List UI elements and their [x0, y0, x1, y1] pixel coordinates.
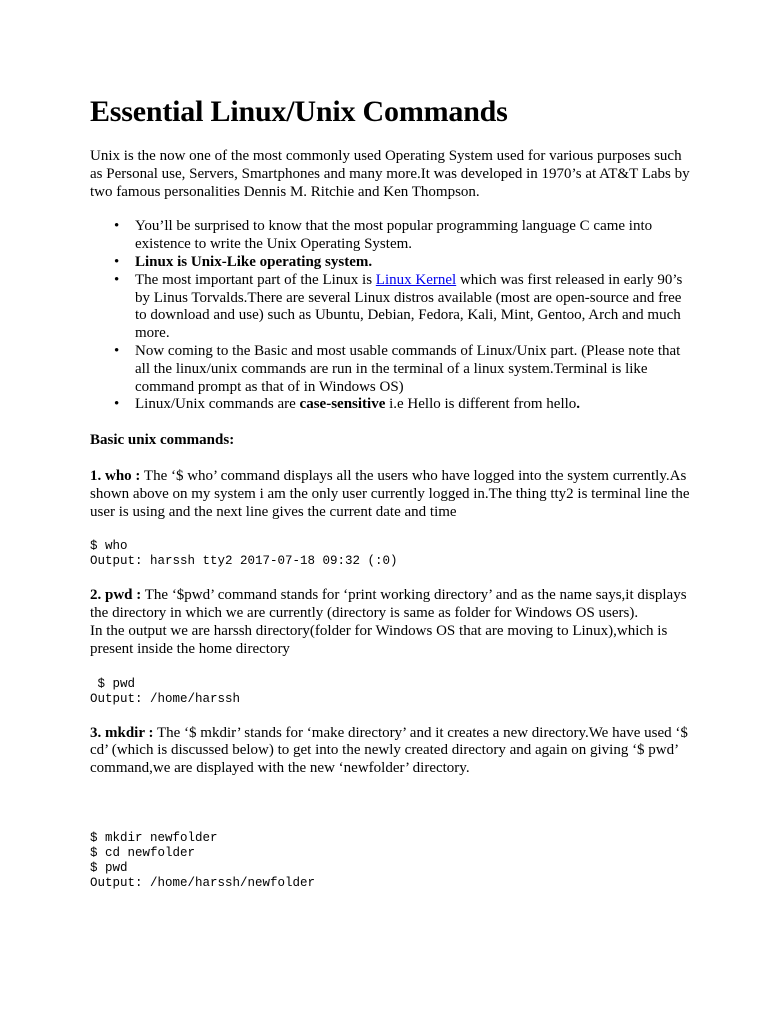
pwd-description: The ‘$pwd’ command stands for ‘print working directory’ and as the name says,it displays the directory in which we are currently (directory is same as folder for Windows OS users). — [90, 587, 687, 622]
bullet-icon: • — [114, 271, 120, 288]
bullet-text-kernel-after: which was first released in early 90’s by Linus Torvalds.There are several Linux distros available (most are open-source and free to download and use) such as Ubuntu, Debian, Fedora, Kali, Mint, Gentoo, Arch and much more. — [135, 271, 683, 342]
case-sensitive-bold: case-sensitive — [299, 396, 386, 413]
bullet-icon: • — [114, 396, 120, 413]
page-title: Essential Linux/Unix Commands — [90, 95, 508, 128]
list-item — [114, 218, 690, 254]
pwd-label: 2. pwd : — [90, 587, 142, 604]
mkdir-label: 3. mkdir : — [90, 724, 154, 741]
pwd-section — [90, 587, 690, 623]
list-item — [114, 253, 690, 272]
linux-kernel-link[interactable]: Linux Kernel — [375, 271, 457, 288]
bullet-text-case-after: i.e Hello is different from hello — [385, 396, 577, 413]
mkdir-section — [90, 725, 690, 778]
bullet-text-c-language: You’ll be surprised to know that the most popular programming language C came into existence to write the Unix Operating System. — [135, 218, 653, 253]
list-item — [114, 271, 690, 343]
who-label: 1. who : — [90, 467, 141, 484]
bullet-icon: • — [114, 253, 120, 270]
who-code-block: $ who Output: harssh tty2 2017-07-18 09:32 (:0) — [90, 539, 398, 569]
bullet-text-kernel-before: The most important part of the Linux is — [135, 271, 376, 288]
document-content — [90, 94, 690, 891]
pwd-description-2: In the output we are harssh directory(folder for Windows OS that are moving to Linux),which is present inside the home directory — [90, 622, 668, 657]
bullet-list — [90, 218, 690, 414]
who-description: The ‘$ who’ command displays all the users who have logged into the system currently.As shown above on my system i am the only user currently logged in.The thing tty2 is terminal line the user is using and the next line gives the current date and time — [90, 467, 690, 520]
bullet-icon: • — [114, 218, 120, 235]
intro-paragraph: Unix is the now one of the most commonly used Operating System used for various purposes such as Personal use, Servers, Smartphones and many more.It was developed in 1970’s at AT&T Labs by two famous personalities Dennis M. Ritchie and Ken Thompson. — [90, 148, 690, 200]
basic-commands-heading: Basic unix commands: — [90, 432, 235, 449]
bullet-text-case-period: . — [576, 396, 581, 413]
bullet-text-unix-like: Linux is Unix-Like operating system. — [135, 253, 373, 270]
list-item — [114, 396, 690, 414]
mkdir-description: The ‘$ mkdir’ stands for ‘make directory’ and it creates a new directory.We have used ‘$ cd’ (which is discussed below) to get into the newly created directory and again on giving ‘$ pwd’ command,we are displayed with the new ‘newfolder’ directory. — [90, 724, 688, 777]
mkdir-code-block: $ mkdir newfolder $ cd newfolder $ pwd Output: /home/harssh/newfolder — [90, 830, 316, 890]
who-section — [90, 468, 690, 521]
list-item — [114, 342, 690, 396]
pwd-code-block: $ pwd Output: /home/harssh — [90, 676, 241, 706]
bullet-text-terminal: Now coming to the Basic and most usable commands of Linux/Unix part. (Please note that all the linux/unix commands are run in the terminal of a linux system.Terminal is like command prompt as that of in Windows OS) — [135, 342, 681, 395]
bullet-text-case-before: Linux/Unix commands are — [135, 396, 300, 413]
bullet-icon: • — [114, 342, 120, 359]
